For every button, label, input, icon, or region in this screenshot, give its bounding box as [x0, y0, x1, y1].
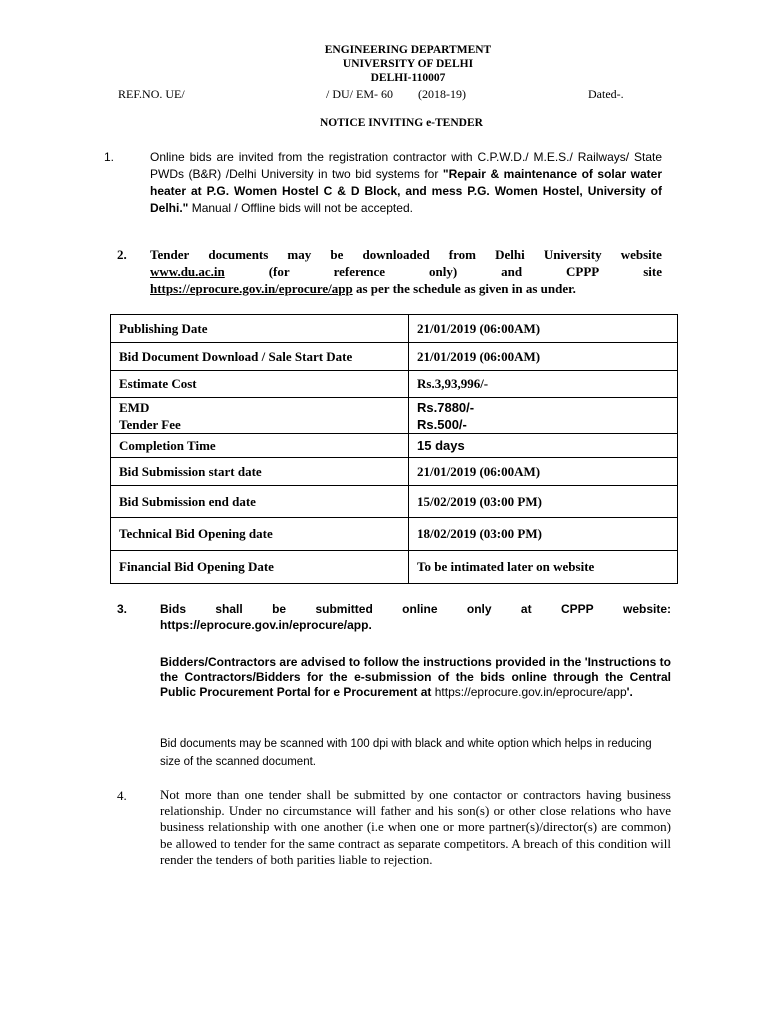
notice-title: NOTICE INVITING e-TENDER: [320, 117, 483, 129]
table-row: [111, 434, 678, 458]
bidders-advice-text: Bidders/Contractors are advised to follow the instructions provided in the 'Instructions to the Contractors/Bidders for the e-submission of the bids online through the Central Public Procurement Portal for e Procurement at: [160, 655, 671, 699]
item-3-line-1: [160, 602, 671, 616]
item-3-word: CPPP: [560, 602, 594, 616]
reference-number-label: REF.NO. UE/: [118, 87, 185, 101]
bidders-advice-paragraph: [160, 655, 671, 700]
dated-label: Dated-.: [588, 87, 624, 101]
item-2-word: website: [620, 247, 662, 262]
schedule-value: 15/02/2019 (03:00 PM): [409, 486, 678, 518]
schedule-value: 15 days: [409, 434, 678, 458]
item-4-paragraph: Not more than one tender shall be submitted by one contactor or contractors having business relationship. Under no circumstance will father and his son(s) or other close relations who have business relationship with one another (i.e when one or more partner(s)/director(s) are common) be allowed to tender for the same contract as separate competitors. A breach of this condition will render the tenders of both parities liable to rejection.: [160, 787, 671, 867]
schedule-label-group: [111, 398, 409, 434]
university-heading: UNIVERSITY OF DELHI: [342, 58, 474, 70]
item-2-word: only): [429, 264, 458, 279]
item-2-line-3: [150, 281, 576, 297]
schedule-label: Bid Submission end date: [111, 486, 409, 518]
schedule-label: Tender Fee: [119, 416, 181, 432]
item-2-line-1: [150, 247, 662, 263]
schedule-value: 21/01/2019 (06:00AM): [409, 458, 678, 486]
item-3-word: website:: [622, 602, 671, 616]
schedule-label: Technical Bid Opening date: [111, 518, 409, 551]
table-row: [111, 518, 678, 551]
table-row: [111, 343, 678, 371]
schedule-label: Financial Bid Opening Date: [111, 551, 409, 584]
cppp-url: https://eprocure.gov.in/eprocure/app.: [160, 618, 372, 632]
item-2-word: Delhi: [495, 247, 525, 262]
item-2-word: Tender: [150, 247, 190, 262]
schedule-label: EMD: [119, 399, 150, 415]
schedule-value: Rs.3,93,996/-: [409, 371, 678, 398]
item-3-word: Bids: [160, 602, 187, 616]
item-3-word: online: [402, 602, 438, 616]
table-row: [111, 371, 678, 398]
item-2-word: be: [330, 247, 344, 262]
item-2-word: and: [501, 264, 523, 279]
item-2-word: (for: [268, 264, 290, 279]
advice-url: https://eprocure.gov.in/eprocure/app: [434, 685, 627, 699]
table-row: [111, 315, 678, 343]
reference-number-code: / DU/ EM- 60: [326, 87, 393, 101]
city-heading: DELHI-110007: [370, 72, 446, 84]
item-2-line-2: [150, 264, 662, 280]
table-row: [111, 551, 678, 584]
item-2-word: from: [448, 247, 476, 262]
item-2-tail: as per the schedule as given in as under.: [352, 281, 576, 296]
cppp-site-link[interactable]: https://eprocure.gov.in/eprocure/app: [150, 281, 353, 296]
scan-instructions: Bid documents may be scanned with 100 dpi with black and white option which helps in reducing size of the scanned document.: [160, 738, 652, 768]
table-row: [111, 486, 678, 518]
item-2-number: 2.: [117, 247, 127, 262]
table-row: [111, 458, 678, 486]
schedule-label: Bid Submission start date: [111, 458, 409, 486]
item-1-paragraph: [150, 149, 662, 217]
item-2-word: downloaded: [362, 247, 430, 262]
schedule-value-group: [409, 398, 678, 434]
item-2-word: site: [643, 264, 662, 279]
item-3-word: submitted: [315, 602, 373, 616]
table-row: [111, 398, 678, 434]
schedule-label: Estimate Cost: [111, 371, 409, 398]
du-website-link[interactable]: www.du.ac.in: [150, 264, 225, 279]
item-3-word: be: [272, 602, 287, 616]
item-3-word: shall: [215, 602, 243, 616]
schedule-label: Bid Document Download / Sale Start Date: [111, 343, 409, 371]
item-1-closing: Manual / Offline bids will not be accepted.: [188, 201, 413, 215]
item-2-word: CPPP: [566, 264, 600, 279]
schedule-value: 21/01/2019 (06:00AM): [409, 315, 678, 343]
item-1-number: 1.: [104, 150, 115, 164]
item-1-work-title: "Repair & maintenance of solar water heater at P.G. Women Hostel C & D Block, and mess P.G. Women Hostel, University of Delhi.": [150, 167, 662, 215]
item-3-word: at: [520, 602, 532, 616]
department-heading: ENGINEERING DEPARTMENT: [324, 44, 492, 56]
item-1-text: Online bids are invited from the registration contractor with C.P.W.D./ M.E.S./ Railways/ State PWDs (B&R) /Delhi University in two bid systems for: [150, 150, 662, 181]
item-2-word: may: [287, 247, 312, 262]
item-2-word: reference: [333, 264, 386, 279]
schedule-value: To be intimated later on website: [409, 551, 678, 584]
item-3-word: only: [466, 602, 492, 616]
reference-year: (2018-19): [418, 87, 466, 101]
schedule-label: Completion Time: [111, 434, 409, 458]
schedule-label: Publishing Date: [111, 315, 409, 343]
advice-closing: '.: [626, 685, 633, 699]
schedule-value: 21/01/2019 (06:00AM): [409, 343, 678, 371]
item-3-number: 3.: [117, 602, 128, 616]
item-4-number: 4.: [117, 788, 127, 803]
item-2-word: documents: [208, 247, 269, 262]
tender-schedule-table: [110, 314, 678, 584]
item-2-word: University: [543, 247, 602, 262]
schedule-value: Rs.7880/-: [417, 399, 475, 415]
schedule-value: 18/02/2019 (03:00 PM): [409, 518, 678, 551]
schedule-value: Rs.500/-: [417, 416, 467, 432]
